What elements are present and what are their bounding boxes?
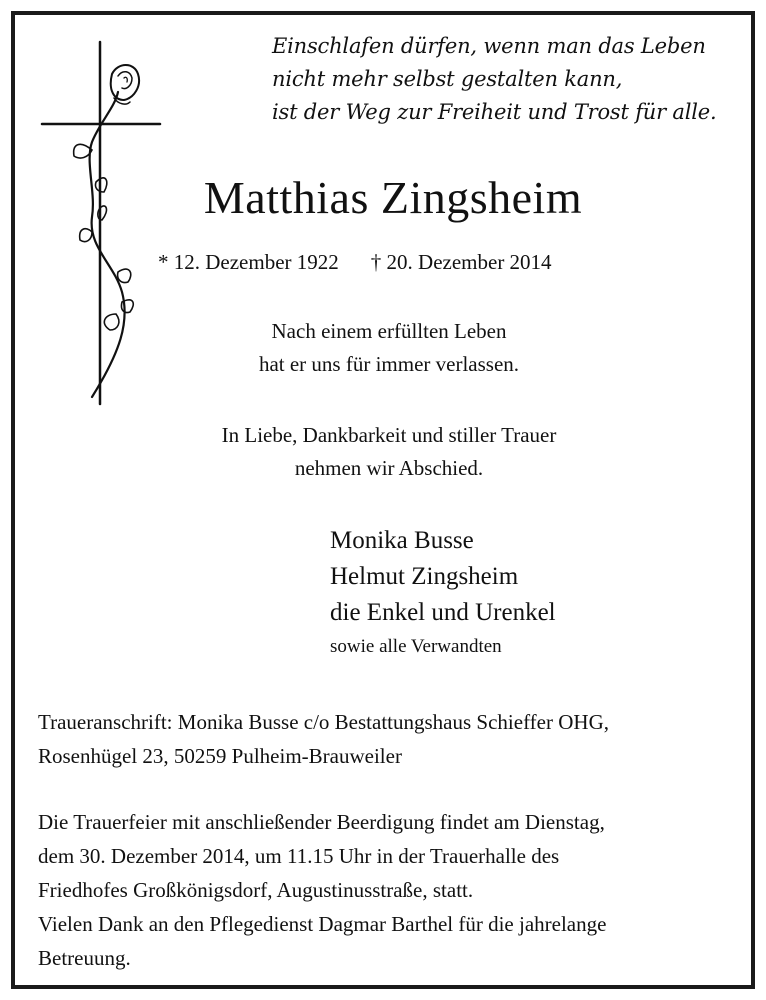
ceremony-line: dem 30. Dezember 2014, um 11.15 Uhr in der Trauerhalle des — [38, 844, 560, 868]
message-farewell — [0, 315, 766, 381]
mourner-name: Monika Busse — [330, 527, 474, 554]
life-dates — [158, 250, 552, 275]
death-date: † 20. Dezember 2014 — [370, 250, 552, 274]
message-line: nehmen wir Abschied. — [294, 456, 484, 480]
ceremony-line: Friedhofes Großkönigsdorf, Augustinusstraße, statt. — [38, 878, 474, 902]
quote-line: Einschlafen dürfen, wenn man das Leben — [272, 34, 706, 58]
mourner-name: Helmut Zingsheim — [330, 563, 519, 590]
mourner-name: die Enkel und Urenkel — [330, 599, 556, 626]
deceased-name: Matthias Zingsheim — [203, 172, 583, 223]
epigraph-quote — [272, 30, 716, 129]
address-line: Rosenhügel 23, 50259 Pulheim-Brauweiler — [38, 744, 402, 768]
message-line: hat er uns für immer verlassen. — [258, 352, 520, 376]
ceremony-line: Betreuung. — [38, 946, 131, 970]
ceremony-line: Vielen Dank an den Pflegedienst Dagmar Barthel für die jahrelange — [38, 912, 607, 936]
message-line: Nach einem erfüllten Leben — [271, 319, 507, 343]
mourning-address — [38, 705, 609, 773]
birth-date: * 12. Dezember 1922 — [158, 250, 339, 274]
quote-line: ist der Weg zur Freiheit und Trost für alle. — [272, 100, 717, 124]
address-line: Traueranschrift: Monika Busse c/o Bestattungshaus Schieffer OHG, — [38, 710, 609, 734]
quote-line: nicht mehr selbst gestalten kann, — [272, 67, 623, 91]
ceremony-details — [38, 805, 606, 975]
mourners-list — [330, 523, 556, 663]
message-grief — [0, 419, 766, 485]
message-line: In Liebe, Dankbarkeit und stiller Trauer — [221, 423, 557, 447]
ceremony-line: Die Trauerfeier mit anschließender Beerdigung findet am Dienstag, — [38, 810, 605, 834]
mourners-others: sowie alle Verwandten — [330, 636, 502, 657]
